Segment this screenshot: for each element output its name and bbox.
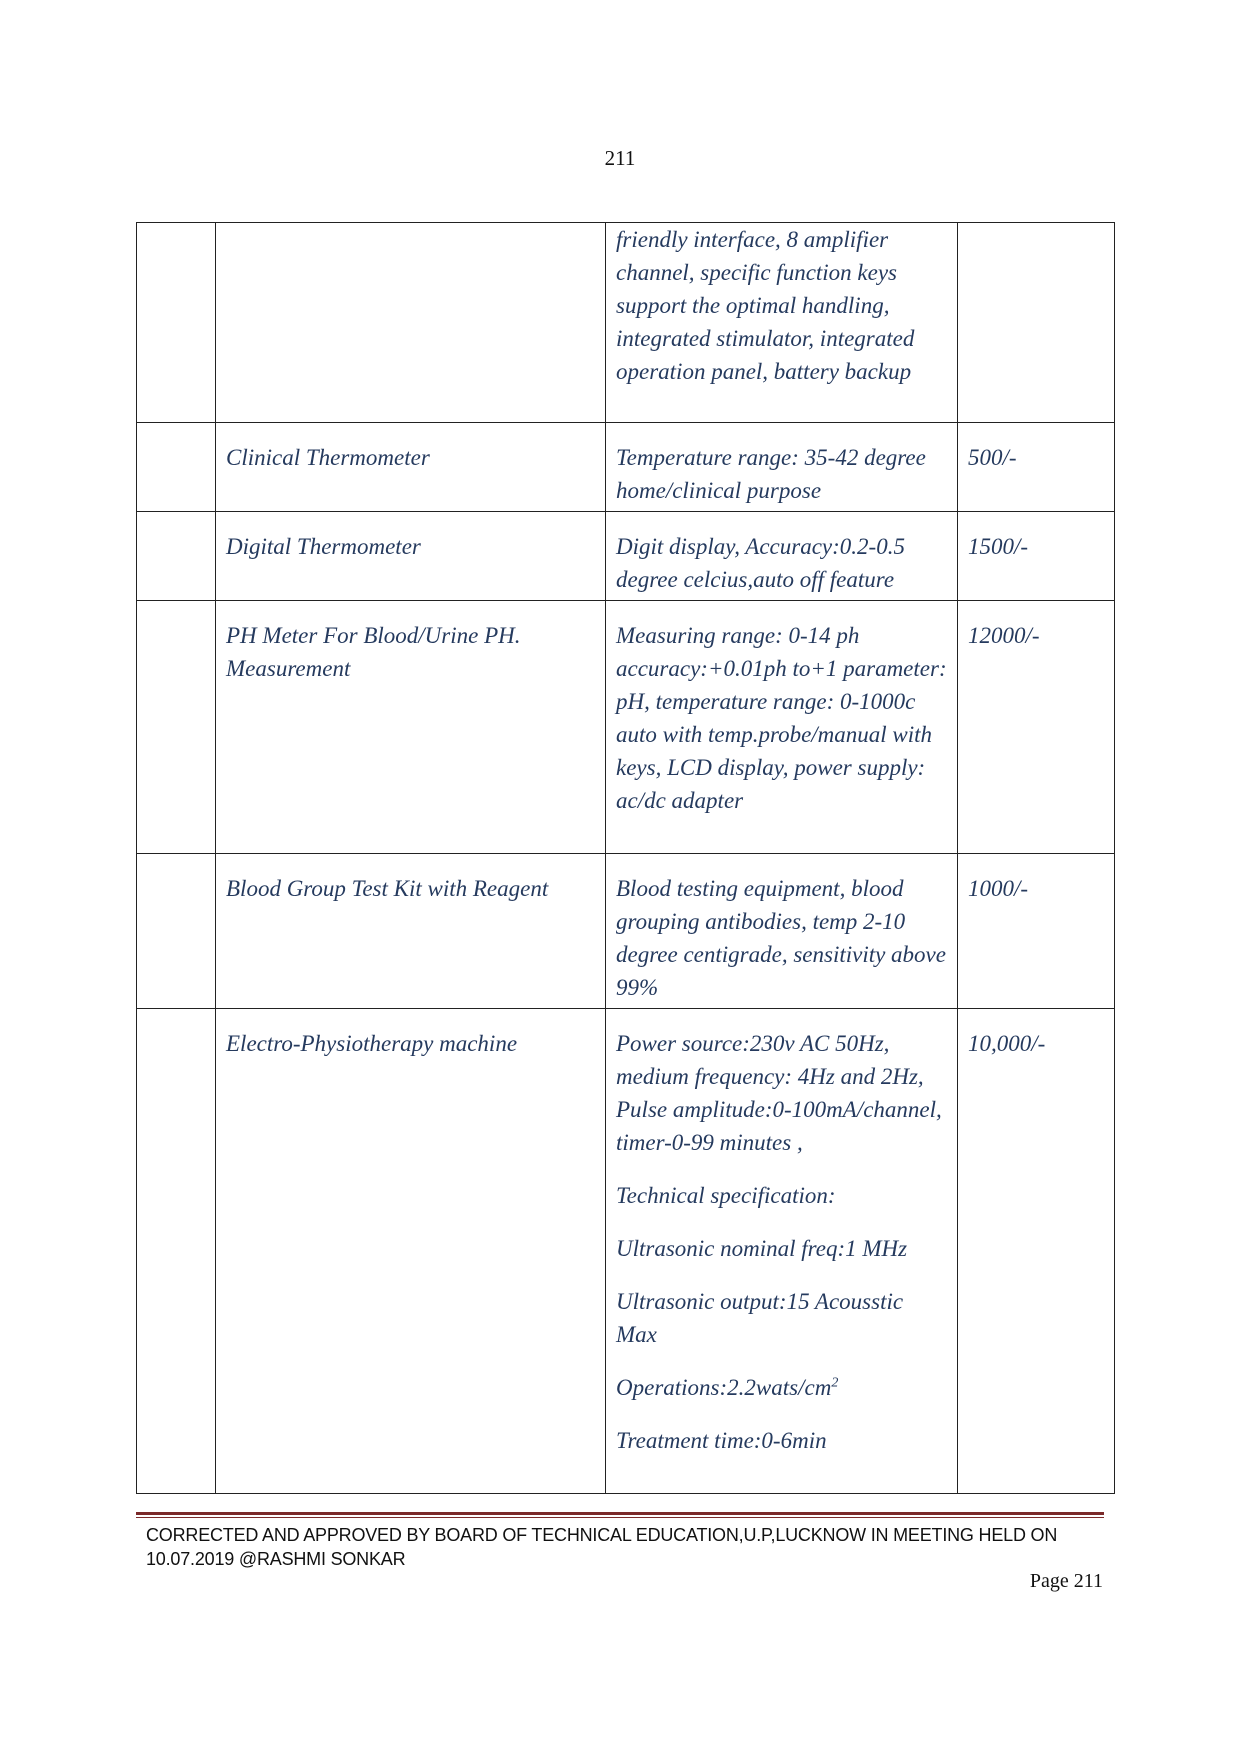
table-row <box>137 512 1115 601</box>
description-text: Digit display, Accuracy:0.2-0.5 degree celcius,auto off feature <box>616 534 905 592</box>
description-text: Blood testing equipment, blood grouping antibodies, temp 2-10 degree centigrade, sensitivity above 99% <box>616 876 946 1000</box>
item-cell: PH Meter For Blood/Urine PH. Measurement <box>216 601 606 854</box>
footer-rule-thin <box>136 1517 1104 1518</box>
item-cell: Blood Group Test Kit with Reagent <box>216 854 606 1009</box>
description-cell <box>606 601 958 854</box>
serial-cell <box>137 601 216 854</box>
serial-cell <box>137 512 216 601</box>
equipment-table <box>136 222 1115 1494</box>
item-cell: Electro-Physiotherapy machine <box>216 1009 606 1494</box>
item-cell: Digital Thermometer <box>216 512 606 601</box>
description-text: friendly interface, 8 amplifier channel, specific function keys support the optimal handling, integrated stimulator, integrated operation panel, battery backup <box>616 227 915 384</box>
description-text: Technical specification: <box>616 1183 836 1208</box>
table-row <box>137 1009 1115 1494</box>
table-row <box>137 854 1115 1009</box>
operations-label: Operations:2.2wats/cm <box>616 1375 832 1400</box>
footer-text: CORRECTED AND APPROVED BY BOARD OF TECHNICAL EDUCATION,U.P,LUCKNOW IN MEETING HELD ON 10.07.2019 @RASHMI SONKAR <box>146 1525 1058 1569</box>
description-text: Temperature range: 35-42 degree home/clinical purpose <box>616 445 926 503</box>
description-text: Power source:230v AC 50Hz, medium frequency: 4Hz and 2Hz, Pulse amplitude:0-100mA/channel, timer-0-99 minutes , <box>616 1031 942 1155</box>
table-row <box>137 601 1115 854</box>
description-text: Measuring range: 0-14 ph accuracy:+0.01ph to+1 parameter: pH, temperature range: 0-1000c auto with temp.probe/manual with keys, LCD display, power supply: ac/dc adapter <box>616 623 947 813</box>
item-cell <box>216 223 606 423</box>
serial-cell <box>137 423 216 512</box>
description-text: Ultrasonic output:15 Acousstic Max <box>616 1289 904 1347</box>
table-row <box>137 223 1115 423</box>
serial-cell <box>137 854 216 1009</box>
page-number-top: 211 <box>604 146 636 170</box>
footer-rule <box>136 1512 1104 1515</box>
price-cell: 12000/- <box>958 601 1115 854</box>
page-label: Page 211 <box>1029 1570 1103 1592</box>
description-text: Treatment time:0-6min <box>616 1428 827 1453</box>
price-cell: 1000/- <box>958 854 1115 1009</box>
price-cell <box>958 223 1115 423</box>
price-cell: 10,000/- <box>958 1009 1115 1494</box>
price-cell: 500/- <box>958 423 1115 512</box>
description-cell <box>606 223 958 423</box>
description-cell <box>606 1009 958 1494</box>
price-cell: 1500/- <box>958 512 1115 601</box>
item-cell: Clinical Thermometer <box>216 423 606 512</box>
serial-cell <box>137 223 216 423</box>
serial-cell <box>137 1009 216 1494</box>
superscript: 2 <box>831 1375 839 1391</box>
description-cell <box>606 512 958 601</box>
description-cell <box>606 854 958 1009</box>
description-text: Ultrasonic nominal freq:1 MHz <box>616 1236 908 1261</box>
description-cell <box>606 423 958 512</box>
table-row <box>137 423 1115 512</box>
operations-text <box>616 1371 947 1404</box>
